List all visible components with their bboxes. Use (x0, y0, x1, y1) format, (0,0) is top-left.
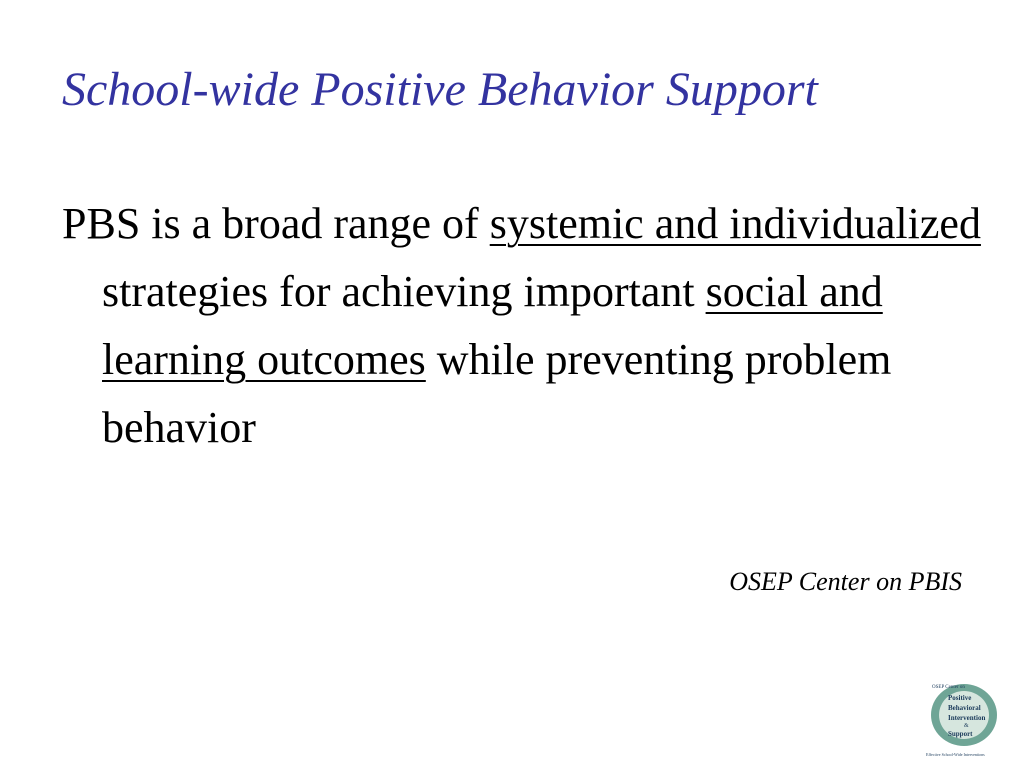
logo-ampersand: & (964, 723, 969, 729)
logo-line-intervention: Intervention (948, 714, 986, 722)
slide-body (62, 190, 1002, 462)
body-text-3: while preventing problem behavior (102, 335, 892, 452)
underlined-systemic-individualized: systemic and individualized (489, 199, 981, 248)
logo-line-support: Support (948, 730, 973, 738)
body-text-1: PBS is a broad range of (62, 199, 490, 248)
pbis-logo-graphic (924, 678, 1014, 760)
logo-top-text: OSEP Center on (932, 685, 965, 690)
logo-line-positive: Positive (948, 694, 972, 702)
pbis-logo (924, 678, 1014, 760)
logo-line-behavioral: Behavioral (948, 704, 981, 712)
body-text-2: strategies for achieving important (102, 267, 706, 316)
attribution: OSEP Center on PBIS (729, 567, 962, 596)
underlined-social-learning-outcomes: social and learning outcomes (102, 267, 883, 384)
slide-title: School-wide Positive Behavior Support (62, 63, 818, 116)
logo-bottom-text: Effective School-Wide Interventions (926, 752, 985, 757)
